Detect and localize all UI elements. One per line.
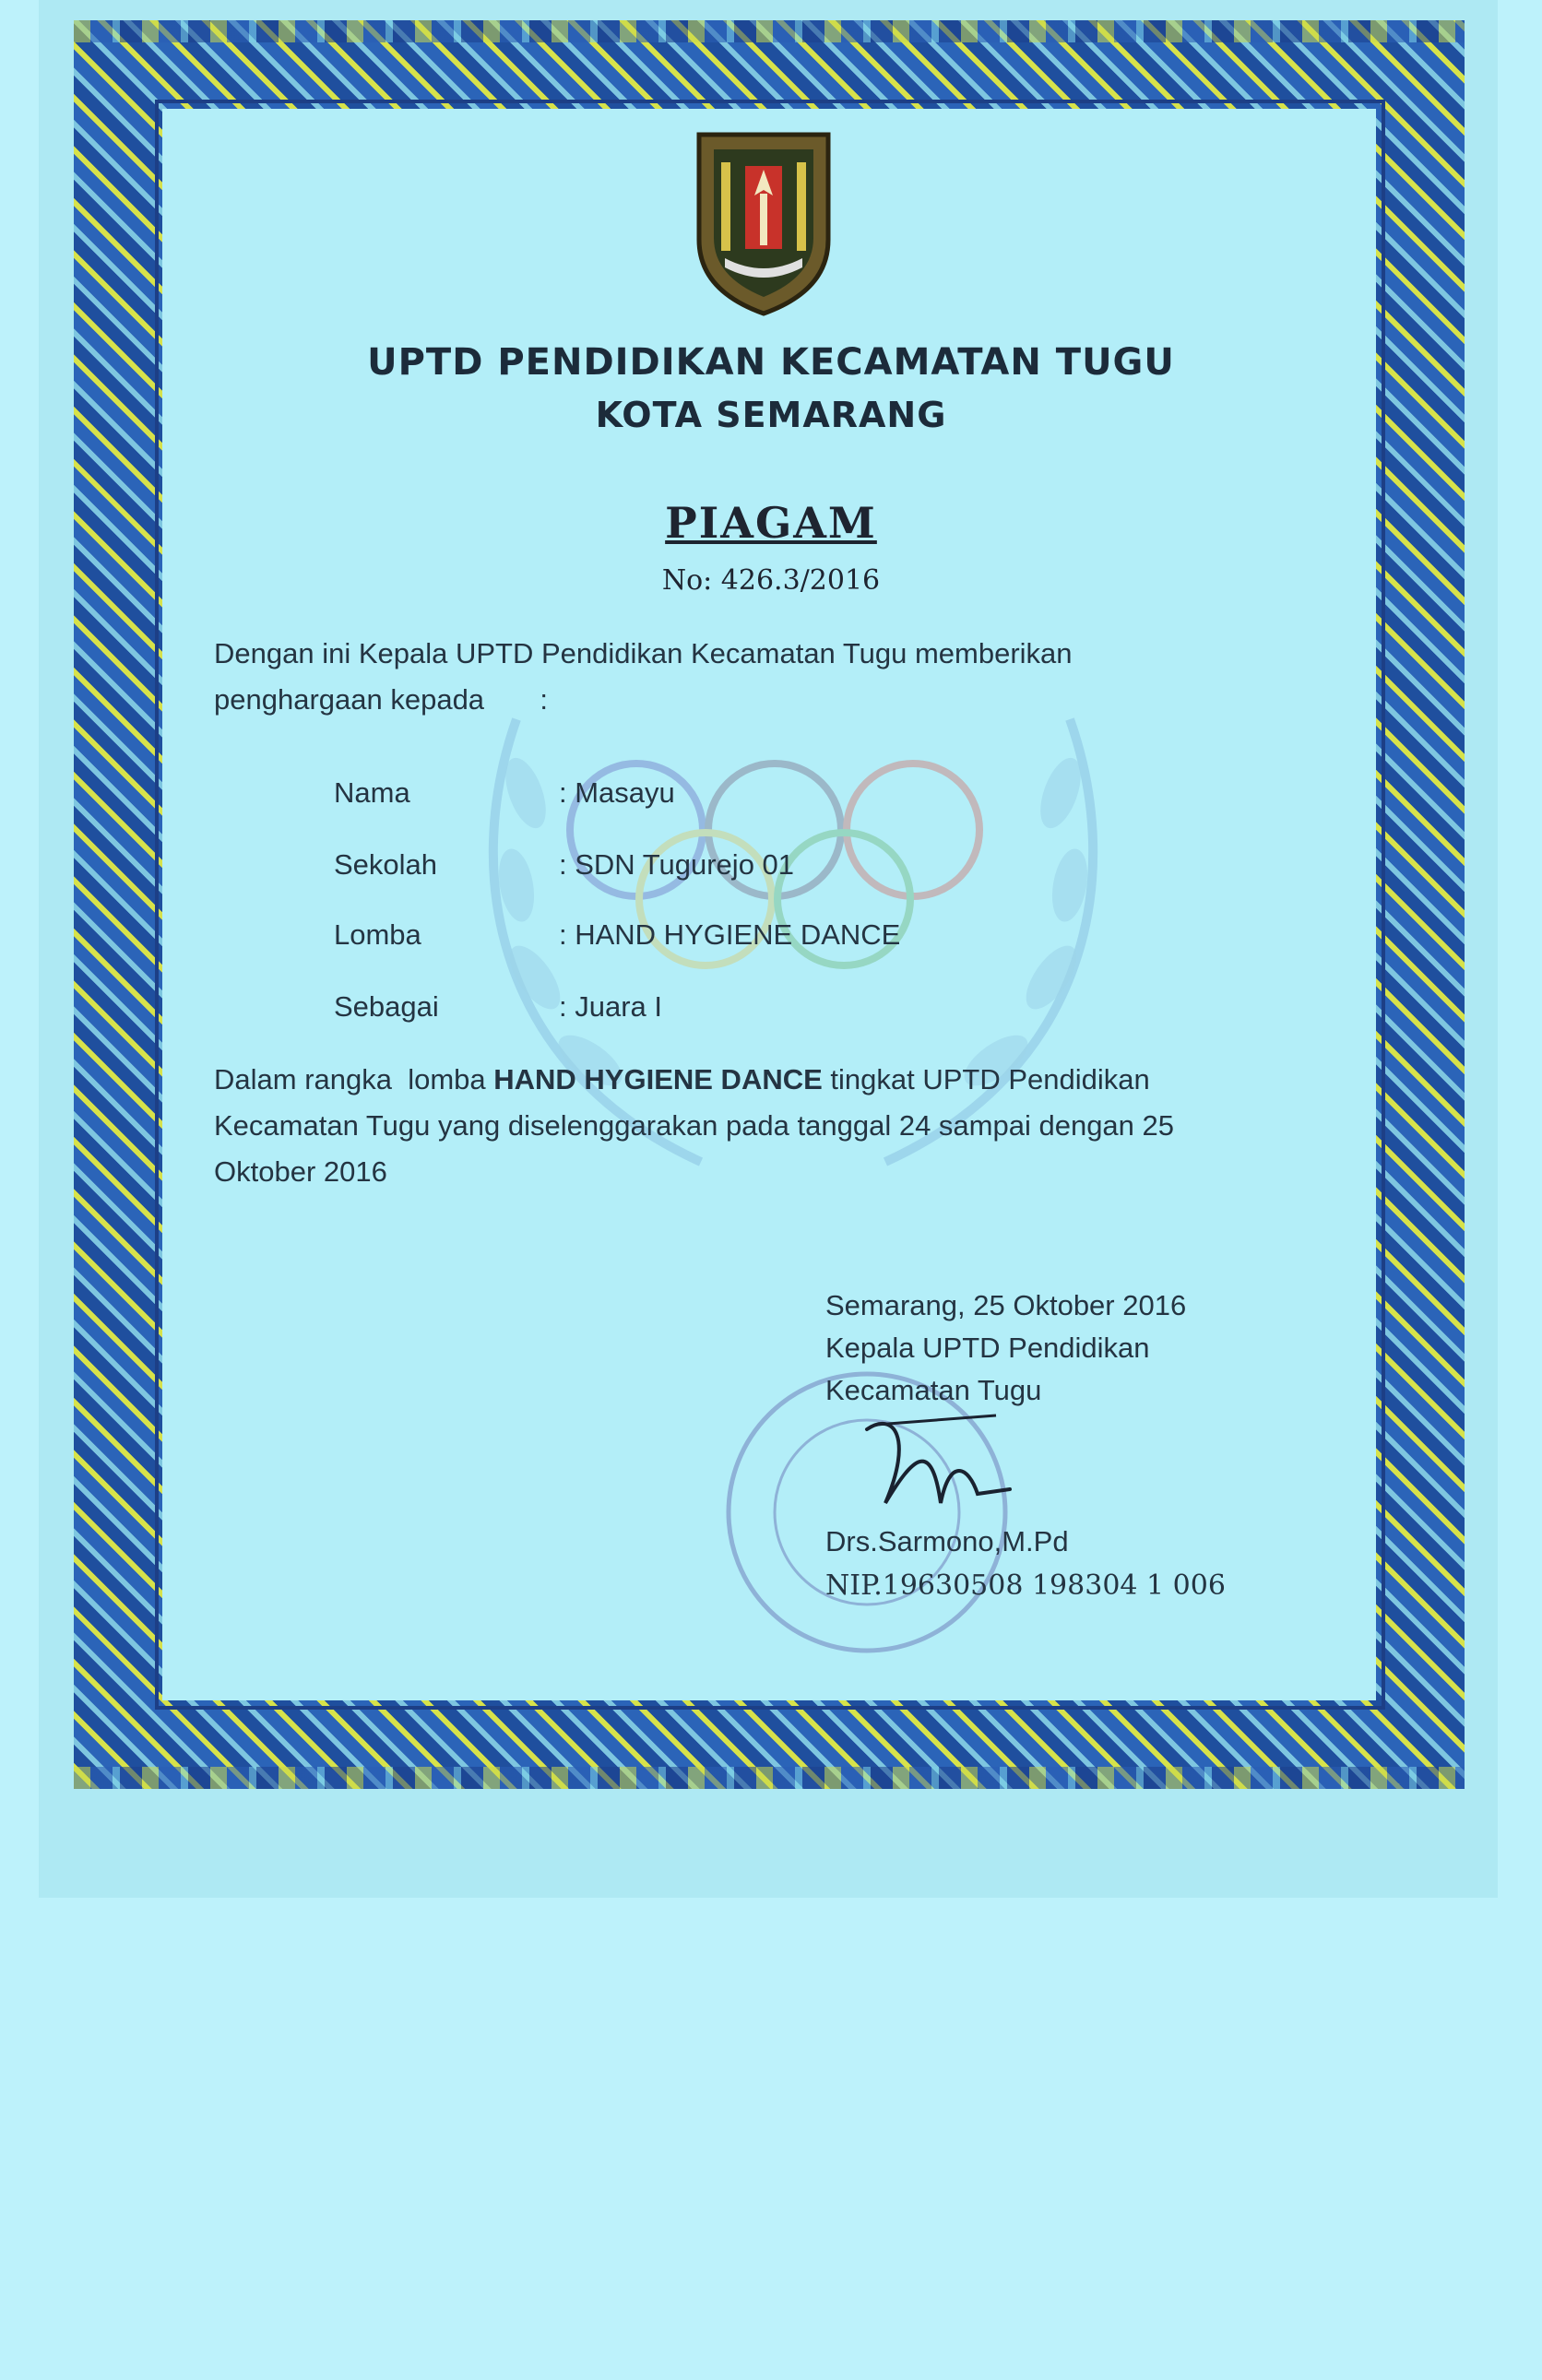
certificate-number: No: 426.3/2016	[661, 564, 881, 597]
field-value-sebagai: : Juara I	[559, 990, 662, 1023]
signatory-name: Drs.Sarmono,M.Pd	[825, 1525, 1069, 1557]
closing-suffix: tingkat UPTD Pendidikan	[822, 1063, 1150, 1095]
closing-prefix: Dalam rangka lomba	[214, 1063, 494, 1095]
field-value-lomba: : HAND HYGIENE DANCE	[559, 918, 901, 951]
field-label-sebagai: Sebagai	[334, 990, 439, 1023]
intro-line-2: penghargaan kepada :	[214, 683, 548, 716]
institution-name: UPTD PENDIDIKAN KECAMATAN TUGU	[367, 341, 1175, 384]
certificate-title: PIAGAM	[665, 498, 877, 548]
closing-event-name: HAND HYGIENE DANCE	[493, 1063, 823, 1095]
intro-paragraph	[214, 631, 1192, 723]
field-label-sekolah: Sekolah	[334, 848, 438, 881]
field-value-nama: : Masayu	[559, 776, 675, 809]
field-label-nama: Nama	[334, 776, 410, 809]
place-and-date: Semarang, 25 Oktober 2016	[825, 1289, 1187, 1321]
field-value-sekolah: : SDN Tugurejo 01	[559, 848, 795, 881]
intro-line-1: Dengan ini Kepala UPTD Pendidikan Kecamatan Tugu memberikan	[214, 637, 1073, 669]
field-label-lomba: Lomba	[334, 918, 421, 951]
signatory-position-line-1: Kepala UPTD Pendidikan	[825, 1332, 1150, 1364]
border-ornament-top	[74, 20, 1465, 42]
signatory-nip: NIP.19630508 198304 1 006	[825, 1569, 1226, 1602]
semarang-city-emblem	[694, 129, 834, 319]
handwritten-signature	[858, 1402, 1014, 1540]
closing-line-2: Kecamatan Tugu yang diselenggarakan pada tanggal 24 sampai dengan 25	[214, 1109, 1175, 1142]
closing-line-1	[214, 1057, 1228, 1103]
border-ornament-bottom	[74, 1767, 1465, 1789]
signatory-position-line-2: Kecamatan Tugu	[825, 1374, 1042, 1406]
city-name: KOTA SEMARANG	[595, 395, 947, 435]
closing-line-3: Oktober 2016	[214, 1155, 387, 1188]
closing-paragraph	[214, 1057, 1228, 1195]
